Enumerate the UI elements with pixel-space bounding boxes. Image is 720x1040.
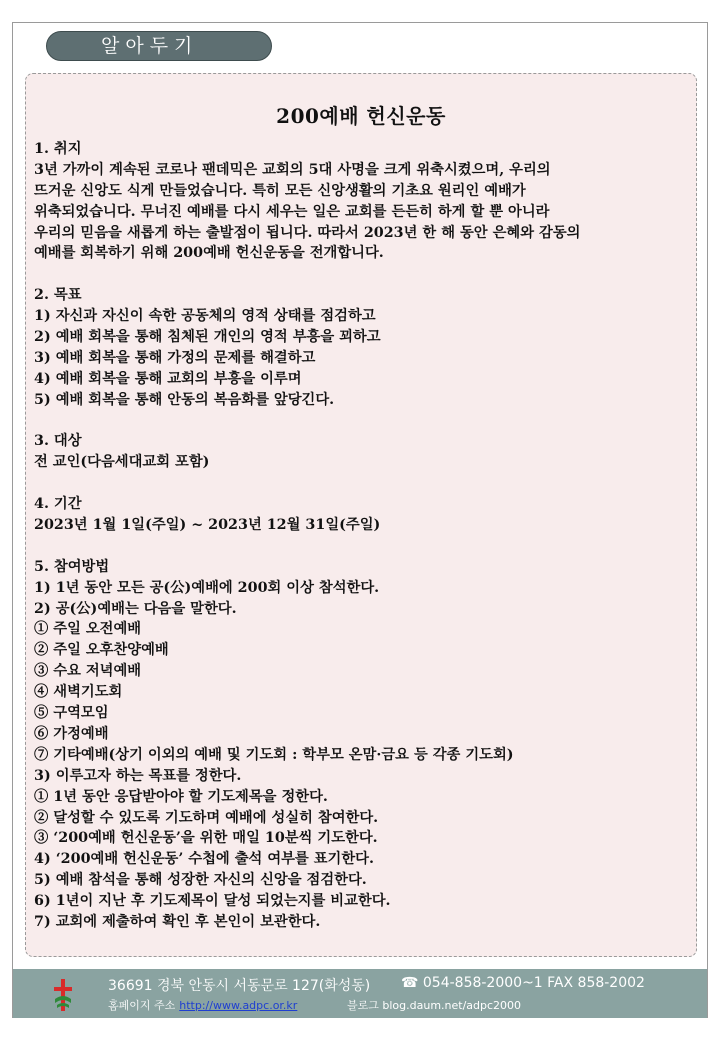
method-line: 5) 예배 참석을 통해 성장한 자신의 신앙을 점검한다.: [34, 872, 367, 889]
section-heading-target: 3. 대상: [34, 433, 82, 450]
footer-bar: [13, 969, 707, 1018]
section-tab-notice: 알아두기: [46, 31, 272, 61]
method-line: 7) 교회에 제출하여 확인 후 본인이 보관한다.: [34, 913, 321, 930]
purpose-line: 우리의 믿음을 새롭게 하는 출발점이 됩니다. 따라서 2023년 한 해 동안 은혜와 감동의: [34, 224, 581, 241]
method-line: 6) 1년이 지난 후 기도제목이 달성 되었는지를 비교한다.: [34, 893, 391, 910]
method-line: 2) 공(公)예배는 다음을 말한다.: [34, 600, 237, 617]
method-line: ⑤ 구역모임: [34, 705, 109, 722]
method-line: 1) 1년 동안 모든 공(公)예배에 200회 이상 참석한다.: [34, 579, 380, 596]
homepage-label: 홈페이지 주소: [108, 999, 176, 1012]
homepage-info: [108, 997, 297, 1013]
method-line: ⑥ 가정예배: [34, 725, 109, 742]
goal-item: 4) 예배 회복을 통해 교회의 부흥을 이루며: [34, 370, 302, 387]
homepage-link[interactable]: http://www.adpc.or.kr: [179, 999, 298, 1012]
target-line: 전 교인(다음세대교회 포함): [34, 454, 210, 471]
method-line: ④ 새벽기도회: [34, 684, 123, 701]
purpose-line: 뜨거운 신앙도 식게 만들었습니다. 특히 모든 신앙생활의 기초요 원리인 예배가: [34, 182, 526, 199]
section-heading-period: 4. 기간: [34, 496, 82, 513]
goal-item: 1) 자신과 자신이 속한 공동체의 영적 상태를 점검하고: [34, 308, 376, 325]
method-line: ② 주일 오후찬양예배: [34, 642, 169, 659]
purpose-line: 3년 가까이 계속된 코로나 팬데믹은 교회의 5대 사명을 크게 위축시켰으며, 우리의: [34, 161, 551, 178]
period-line: 2023년 1월 1일(주일) ~ 2023년 12월 31일(주일): [34, 517, 381, 534]
content-body: [34, 139, 694, 933]
method-line: ① 주일 오전예배: [34, 621, 142, 638]
method-line: 3) 이루고자 하는 목표를 정한다.: [34, 767, 242, 784]
goal-item: 5) 예배 회복을 통해 안동의 복음화를 앞당긴다.: [34, 391, 335, 408]
section-heading-goals: 2. 목표: [34, 287, 82, 304]
purpose-line: 위축되었습니다. 무너진 예배를 다시 세우는 일은 교회를 든든히 하게 할 뿐 아니라: [34, 203, 550, 220]
goal-item: 3) 예배 회복을 통해 가정의 문제를 해결하고: [34, 349, 316, 366]
method-line: ⑦ 기타예배(상기 이외의 예배 및 기도회 : 학부모 온맘·금요 등 각종 기도회): [34, 746, 514, 763]
church-address: 36691 경북 안동시 서동문로 127(화성동): [108, 978, 371, 994]
method-line: ② 달성할 수 있도록 기도하며 예배에 성실히 참여한다.: [34, 809, 379, 826]
page-title: 200예배 헌신운동: [276, 104, 446, 128]
purpose-line: 예배를 회복하기 위해 200예배 헌신운동을 전개합니다.: [34, 245, 384, 262]
method-line: ① 1년 동안 응답받아야 할 기도제목을 정한다.: [34, 788, 328, 805]
church-phone-fax: ☎ 054-858-2000~1 FAX 858-2002: [401, 975, 645, 991]
section-heading-purpose: 1. 취지: [34, 141, 82, 157]
blog-address: 블로그 blog.daum.net/adpc2000: [347, 999, 522, 1012]
method-line: 4) ‘200예배 헌신운동’ 수첩에 출석 여부를 표기한다.: [34, 851, 374, 868]
method-line: ③ 수요 저녁예배: [34, 663, 142, 680]
method-line: ③ ‘200예배 헌신운동’을 위한 매일 10분씩 기도한다.: [34, 830, 378, 847]
church-cross-logo-icon: [51, 979, 75, 1011]
section-heading-method: 5. 참여방법: [34, 558, 110, 575]
goal-item: 2) 예배 회복을 통해 침체된 개인의 영적 부흥을 꾀하고: [34, 329, 381, 346]
